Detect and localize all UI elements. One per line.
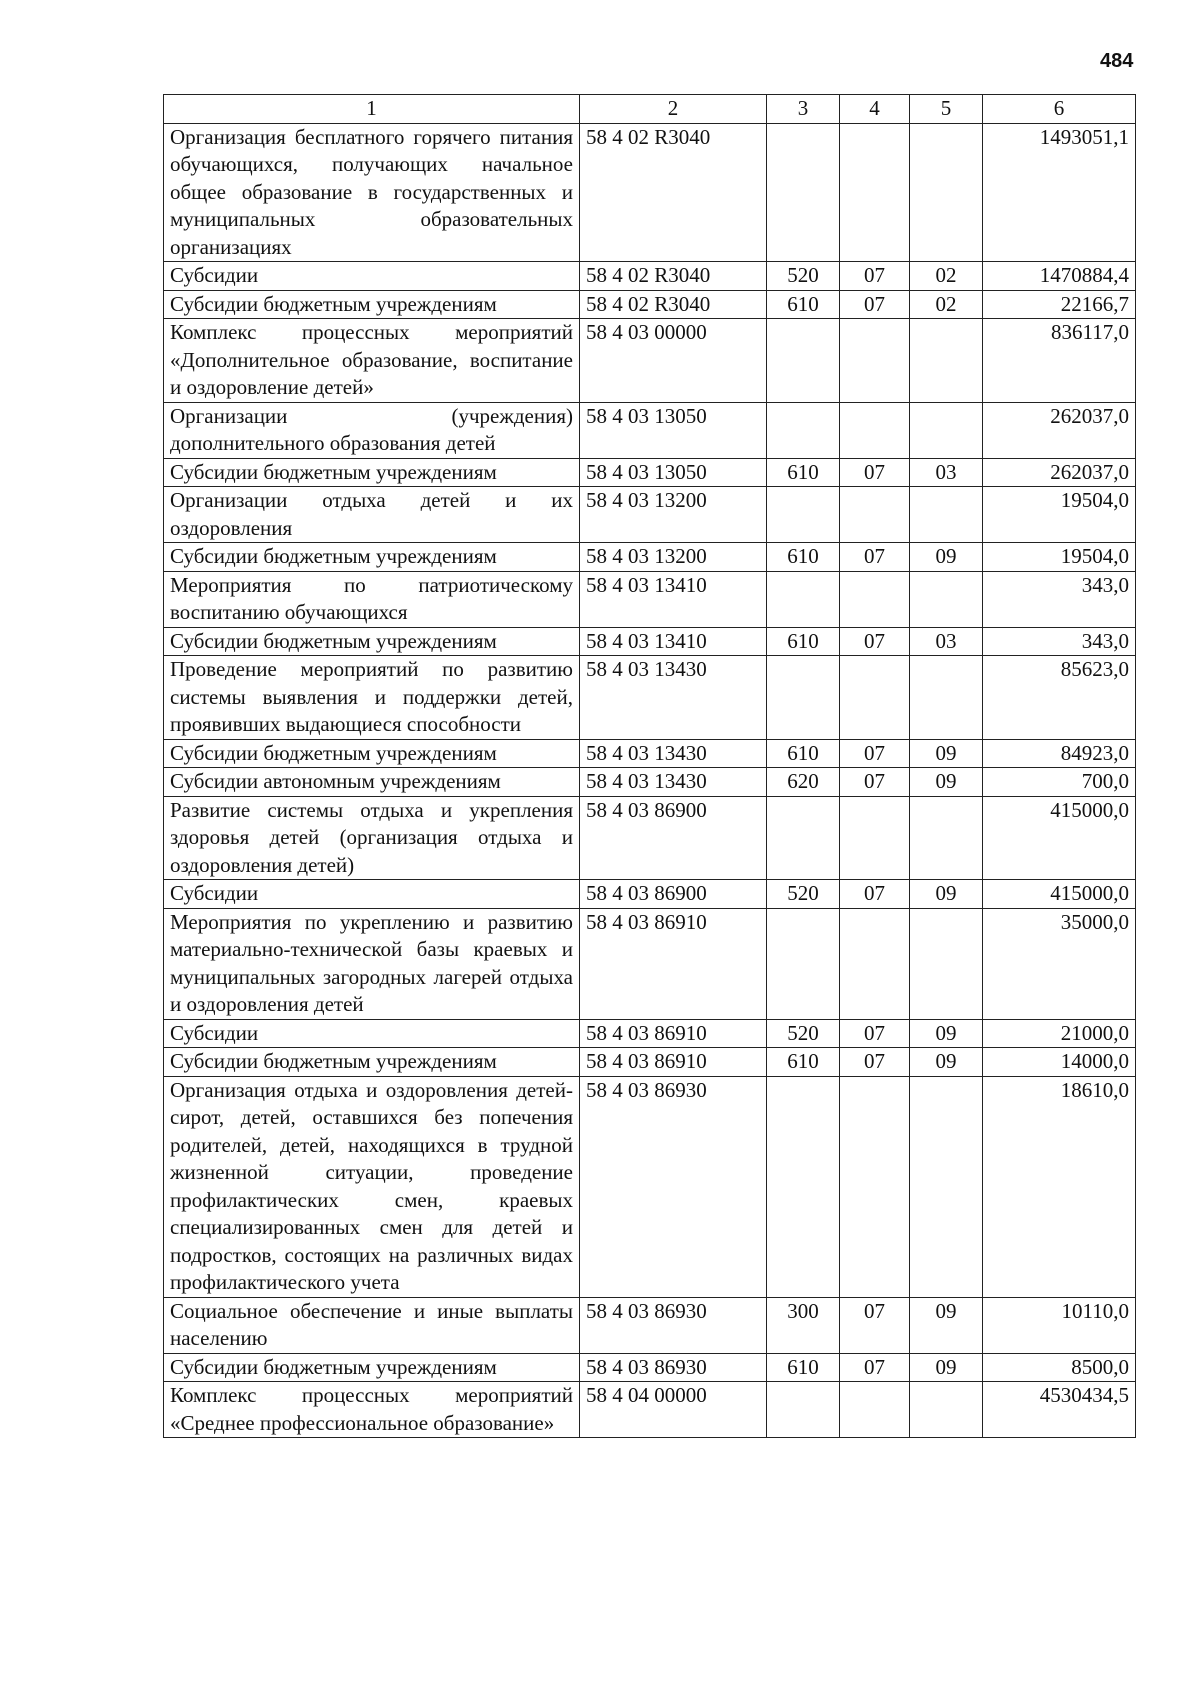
row-subsection-cell — [910, 487, 983, 543]
row-expense-type-cell — [767, 319, 840, 403]
row-name-cell: Субсидии — [164, 1019, 580, 1048]
row-subsection-cell — [910, 402, 983, 458]
row-section-cell — [840, 487, 910, 543]
row-expense-type-cell — [767, 1382, 840, 1438]
row-subsection-cell — [910, 1076, 983, 1297]
row-code-cell: 58 4 03 13430 — [580, 739, 767, 768]
row-name-cell: Субсидии бюджетным учреждениям — [164, 290, 580, 319]
row-expense-type-cell: 620 — [767, 768, 840, 797]
row-code-cell: 58 4 03 86930 — [580, 1076, 767, 1297]
row-section-cell: 07 — [840, 627, 910, 656]
row-section-cell — [840, 319, 910, 403]
row-subsection-cell — [910, 908, 983, 1019]
row-name-cell: Комплекс процессных мероприятий «Среднее профессиональное образование» — [164, 1382, 580, 1438]
column-header-1: 1 — [164, 95, 580, 124]
row-expense-type-cell — [767, 123, 840, 262]
row-subsection-cell: 02 — [910, 290, 983, 319]
row-amount-cell: 343,0 — [983, 627, 1136, 656]
table-header-row — [164, 95, 1136, 124]
table-row — [164, 123, 1136, 262]
row-amount-cell: 8500,0 — [983, 1353, 1136, 1382]
row-code-cell: 58 4 03 13410 — [580, 571, 767, 627]
table-row — [164, 1048, 1136, 1077]
row-subsection-cell — [910, 1382, 983, 1438]
row-section-cell: 07 — [840, 1353, 910, 1382]
row-section-cell: 07 — [840, 880, 910, 909]
column-header-2: 2 — [580, 95, 767, 124]
row-section-cell — [840, 908, 910, 1019]
row-expense-type-cell: 610 — [767, 290, 840, 319]
table-row — [164, 458, 1136, 487]
table-row — [164, 768, 1136, 797]
table-row — [164, 1019, 1136, 1048]
row-name-cell: Субсидии бюджетным учреждениям — [164, 1048, 580, 1077]
table-row — [164, 402, 1136, 458]
row-name-cell: Мероприятия по укреплению и развитию материально-технической базы краевых и муниципальных загородных лагерей отдыха и оздоровления детей — [164, 908, 580, 1019]
row-section-cell: 07 — [840, 768, 910, 797]
table-row — [164, 571, 1136, 627]
row-name-cell: Организации отдыха детей и их оздоровления — [164, 487, 580, 543]
row-amount-cell: 343,0 — [983, 571, 1136, 627]
row-code-cell: 58 4 03 86900 — [580, 796, 767, 880]
row-section-cell: 07 — [840, 458, 910, 487]
table-row — [164, 319, 1136, 403]
row-subsection-cell: 09 — [910, 1297, 983, 1353]
row-amount-cell: 1470884,4 — [983, 262, 1136, 291]
row-code-cell: 58 4 03 13050 — [580, 402, 767, 458]
row-section-cell — [840, 656, 910, 740]
row-code-cell: 58 4 02 R3040 — [580, 123, 767, 262]
table-row — [164, 656, 1136, 740]
table-row — [164, 880, 1136, 909]
row-expense-type-cell — [767, 656, 840, 740]
row-section-cell: 07 — [840, 739, 910, 768]
row-amount-cell: 415000,0 — [983, 880, 1136, 909]
row-name-cell: Организация отдыха и оздоровления детей-сирот, детей, оставшихся без попечения родителей, детей, находящихся в трудной жизненной ситуации, проведение профилактических смен, краевых специализированных смен для детей и подростков, состоящих на различных видах профилактического учета — [164, 1076, 580, 1297]
table-row — [164, 1076, 1136, 1297]
row-section-cell — [840, 1382, 910, 1438]
row-section-cell — [840, 1076, 910, 1297]
row-expense-type-cell: 520 — [767, 1019, 840, 1048]
row-expense-type-cell: 520 — [767, 262, 840, 291]
row-subsection-cell — [910, 571, 983, 627]
row-name-cell: Мероприятия по патриотическому воспитанию обучающихся — [164, 571, 580, 627]
row-code-cell: 58 4 03 86930 — [580, 1353, 767, 1382]
row-expense-type-cell: 520 — [767, 880, 840, 909]
page-number: 484 — [1100, 50, 1134, 72]
row-expense-type-cell: 610 — [767, 1353, 840, 1382]
row-expense-type-cell — [767, 908, 840, 1019]
row-name-cell: Субсидии бюджетным учреждениям — [164, 1353, 580, 1382]
row-code-cell: 58 4 03 86910 — [580, 1048, 767, 1077]
row-expense-type-cell: 610 — [767, 1048, 840, 1077]
row-amount-cell: 1493051,1 — [983, 123, 1136, 262]
row-code-cell: 58 4 02 R3040 — [580, 290, 767, 319]
row-section-cell: 07 — [840, 290, 910, 319]
row-code-cell: 58 4 03 86930 — [580, 1297, 767, 1353]
row-expense-type-cell — [767, 571, 840, 627]
row-amount-cell: 84923,0 — [983, 739, 1136, 768]
row-section-cell: 07 — [840, 543, 910, 572]
column-header-3: 3 — [767, 95, 840, 124]
row-section-cell: 07 — [840, 1048, 910, 1077]
row-subsection-cell — [910, 796, 983, 880]
column-header-4: 4 — [840, 95, 910, 124]
row-name-cell: Социальное обеспечение и иные выплаты населению — [164, 1297, 580, 1353]
row-subsection-cell: 09 — [910, 1019, 983, 1048]
row-amount-cell: 262037,0 — [983, 458, 1136, 487]
row-code-cell: 58 4 02 R3040 — [580, 262, 767, 291]
row-amount-cell: 262037,0 — [983, 402, 1136, 458]
row-expense-type-cell: 610 — [767, 543, 840, 572]
row-subsection-cell: 09 — [910, 880, 983, 909]
row-amount-cell: 10110,0 — [983, 1297, 1136, 1353]
row-name-cell: Субсидии автономным учреждениям — [164, 768, 580, 797]
row-expense-type-cell — [767, 487, 840, 543]
row-amount-cell: 22166,7 — [983, 290, 1136, 319]
row-expense-type-cell — [767, 796, 840, 880]
row-code-cell: 58 4 03 13410 — [580, 627, 767, 656]
row-subsection-cell: 09 — [910, 1353, 983, 1382]
row-subsection-cell: 09 — [910, 1048, 983, 1077]
row-amount-cell: 19504,0 — [983, 487, 1136, 543]
row-subsection-cell: 09 — [910, 768, 983, 797]
row-section-cell — [840, 123, 910, 262]
row-section-cell — [840, 402, 910, 458]
row-section-cell — [840, 796, 910, 880]
row-subsection-cell — [910, 656, 983, 740]
row-subsection-cell: 02 — [910, 262, 983, 291]
row-section-cell: 07 — [840, 1297, 910, 1353]
row-code-cell: 58 4 03 86900 — [580, 880, 767, 909]
row-subsection-cell: 03 — [910, 458, 983, 487]
row-amount-cell: 415000,0 — [983, 796, 1136, 880]
row-name-cell: Субсидии — [164, 880, 580, 909]
table-row — [164, 1297, 1136, 1353]
row-expense-type-cell: 610 — [767, 739, 840, 768]
row-code-cell: 58 4 03 13200 — [580, 487, 767, 543]
row-subsection-cell: 09 — [910, 739, 983, 768]
row-section-cell — [840, 571, 910, 627]
row-amount-cell: 836117,0 — [983, 319, 1136, 403]
row-expense-type-cell — [767, 402, 840, 458]
row-name-cell: Субсидии бюджетным учреждениям — [164, 739, 580, 768]
row-name-cell: Развитие системы отдыха и укрепления здоровья детей (организация отдыха и оздоровления детей) — [164, 796, 580, 880]
row-name-cell: Субсидии бюджетным учреждениям — [164, 627, 580, 656]
row-code-cell: 58 4 03 13430 — [580, 656, 767, 740]
row-expense-type-cell — [767, 1076, 840, 1297]
row-subsection-cell — [910, 319, 983, 403]
row-subsection-cell: 03 — [910, 627, 983, 656]
budget-table — [163, 94, 1136, 1438]
table-row — [164, 262, 1136, 291]
row-code-cell: 58 4 03 13430 — [580, 768, 767, 797]
table-row — [164, 1382, 1136, 1438]
row-expense-type-cell: 610 — [767, 458, 840, 487]
table-row — [164, 487, 1136, 543]
row-section-cell: 07 — [840, 262, 910, 291]
row-amount-cell: 14000,0 — [983, 1048, 1136, 1077]
row-amount-cell: 21000,0 — [983, 1019, 1136, 1048]
table-row — [164, 290, 1136, 319]
row-section-cell: 07 — [840, 1019, 910, 1048]
row-amount-cell: 35000,0 — [983, 908, 1136, 1019]
column-header-5: 5 — [910, 95, 983, 124]
row-name-cell: Субсидии бюджетным учреждениям — [164, 458, 580, 487]
row-name-cell: Субсидии — [164, 262, 580, 291]
table-row — [164, 543, 1136, 572]
row-code-cell: 58 4 03 13200 — [580, 543, 767, 572]
row-subsection-cell: 09 — [910, 543, 983, 572]
row-code-cell: 58 4 04 00000 — [580, 1382, 767, 1438]
row-expense-type-cell: 610 — [767, 627, 840, 656]
row-amount-cell: 19504,0 — [983, 543, 1136, 572]
row-amount-cell: 85623,0 — [983, 656, 1136, 740]
row-name-cell: Субсидии бюджетным учреждениям — [164, 543, 580, 572]
row-amount-cell: 18610,0 — [983, 1076, 1136, 1297]
row-code-cell: 58 4 03 00000 — [580, 319, 767, 403]
row-code-cell: 58 4 03 86910 — [580, 908, 767, 1019]
row-name-cell: Комплекс процессных мероприятий «Дополнительное образование, воспитание и оздоровление детей» — [164, 319, 580, 403]
row-amount-cell: 4530434,5 — [983, 1382, 1136, 1438]
row-name-cell: Проведение мероприятий по развитию системы выявления и поддержки детей, проявивших выдающиеся способности — [164, 656, 580, 740]
table-row — [164, 739, 1136, 768]
row-code-cell: 58 4 03 13050 — [580, 458, 767, 487]
table-row — [164, 1353, 1136, 1382]
table-row — [164, 627, 1136, 656]
table-row — [164, 908, 1136, 1019]
row-subsection-cell — [910, 123, 983, 262]
row-expense-type-cell: 300 — [767, 1297, 840, 1353]
column-header-6: 6 — [983, 95, 1136, 124]
row-amount-cell: 700,0 — [983, 768, 1136, 797]
row-name-cell: Организация бесплатного горячего питания обучающихся, получающих начальное общее образование в государственных и муниципальных образовательных организациях — [164, 123, 580, 262]
row-code-cell: 58 4 03 86910 — [580, 1019, 767, 1048]
row-name-cell: Организации (учреждения) дополнительного образования детей — [164, 402, 580, 458]
table-row — [164, 796, 1136, 880]
